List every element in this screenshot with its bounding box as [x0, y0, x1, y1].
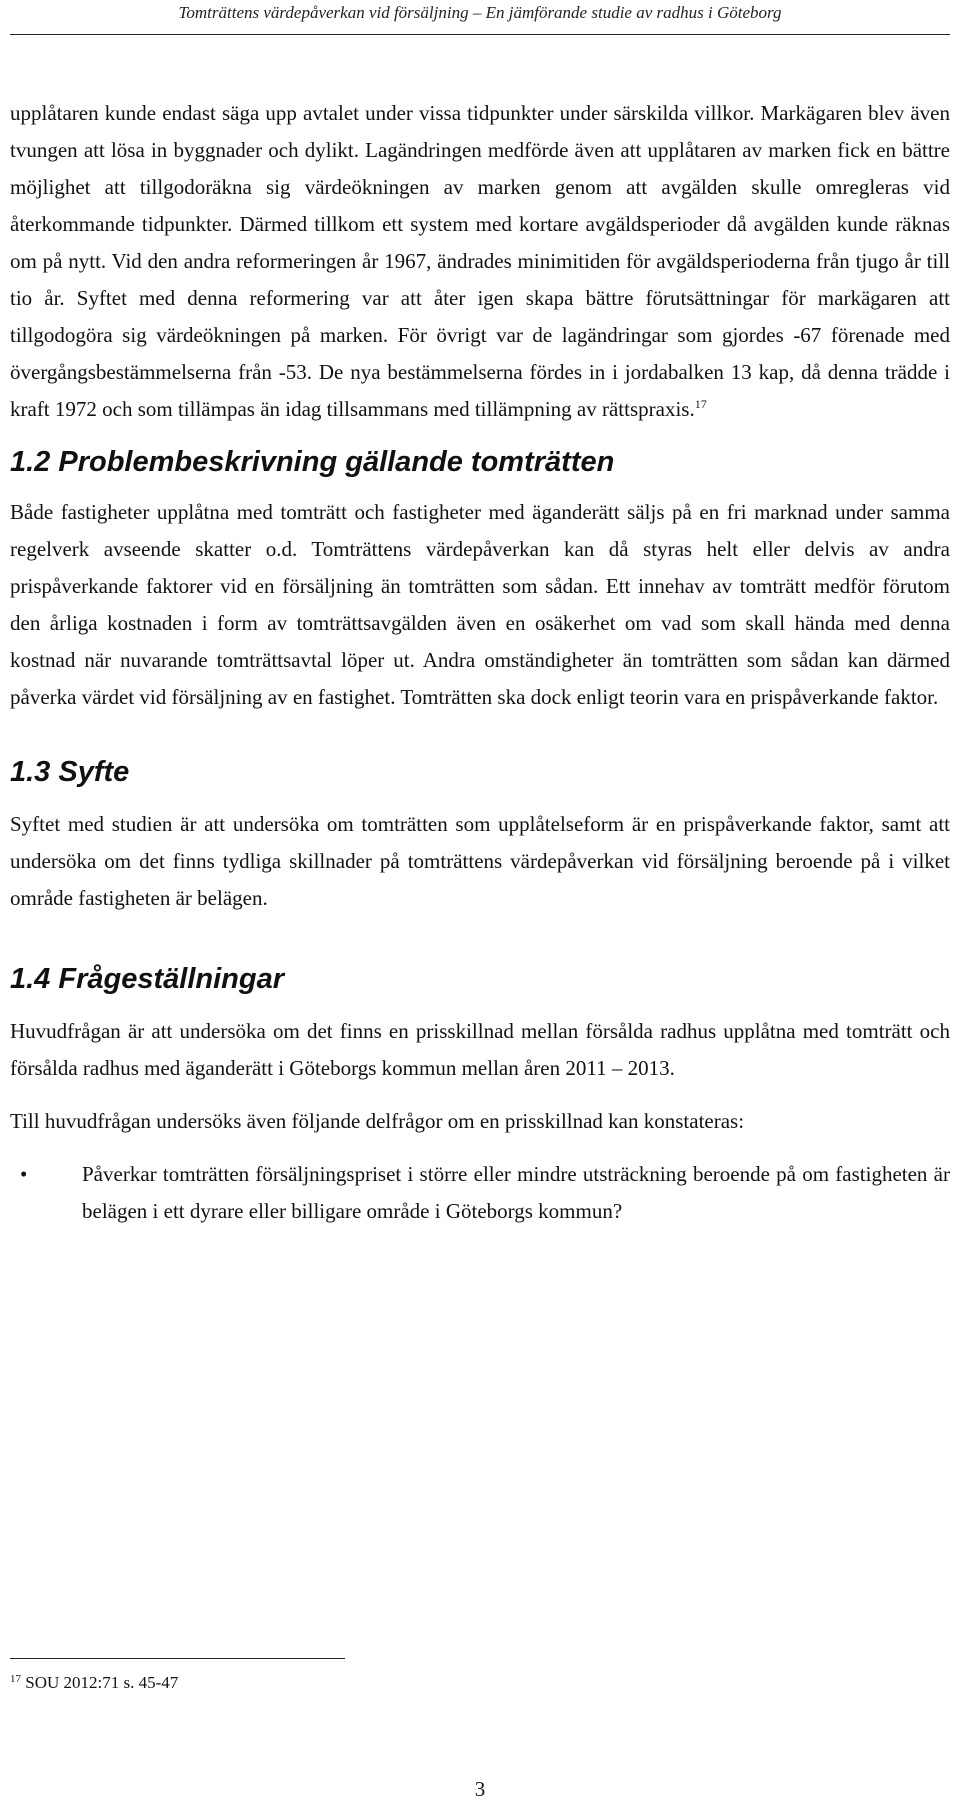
bullet-icon: • [20, 1162, 28, 1186]
section-heading-syfte: 1.3 Syfte [10, 756, 130, 788]
list-item-text: Påverkar tomträtten försäljningspriset i större eller mindre utsträckning beroende på om fastigheten är belägen i ett dyrare eller billigare område i Göteborgs kommun? [82, 1162, 950, 1223]
section-heading-problembeskrivning: 1.2 Problembeskrivning gällande tomträtten [10, 446, 615, 478]
footnote [10, 1672, 178, 1694]
running-header: Tomträttens värdepåverkan vid försäljning – En jämförande studie av radhus i Göteborg [178, 3, 782, 22]
syfte-paragraph: Syftet med studien är att undersöka om tomträtten som upplåtelseform är en prispåverkande faktor, samt att undersöka om det finns tydliga skillnader på tomträttens värdepåverkan vid försäljning beroende på i vilket område fastigheten är belägen. [10, 812, 950, 910]
footnote-number: 17 [10, 1673, 21, 1685]
footnote-reference[interactable]: 17 [694, 397, 707, 411]
list-item [10, 1156, 950, 1230]
continuation-text: upplåtaren kunde endast säga upp avtalet under vissa tidpunkter under särskilda villkor. Markägaren blev även tvungen att lösa in byggnader och dylikt. Lagändringen medförde även att upplåtaren av marken fick en bättre möjlighet att tillgodoräkna sig värdeökningen av marken genom att avgälden skulle omregleras vid återkommande tidpunkter. Därmed tillkom ett system med kortare avgäldsperioder då avgälden kunde räknas om på nytt. Vid den andra reformeringen år 1967, ändrades minimitiden för avgäldsperioderna från tjugo år till tio år. Syftet med denna reformering var att åter igen skapa bättre förutsättningar för markägaren att tillgodogöra sig värdeökningen på marken. För övrigt var de lagändringar som gjordes -67 förenade med övergångsbestämmelserna från -53. De nya bestämmelserna fördes in i jordabalken 13 kap, då denna trädde i kraft 1972 och som tillämpas än idag tillsammans med tillämpning av rättspraxis. [10, 101, 950, 421]
section-heading-fragestallningar: 1.4 Frågeställningar [10, 963, 284, 995]
fragestallningar-paragraph-sub: Till huvudfrågan undersöks även följande delfrågor om en prisskillnad kan konstateras: [10, 1109, 745, 1133]
continuation-paragraph [10, 95, 950, 428]
header-divider [10, 34, 950, 35]
fragestallningar-paragraph-main: Huvudfrågan är att undersöka om det finns en prisskillnad mellan försålda radhus upplåtna med tomträtt och försålda radhus med äganderätt i Göteborgs kommun mellan åren 2011 – 2013. [10, 1019, 950, 1080]
page-body [10, 95, 950, 1230]
footnote-text: SOU 2012:71 s. 45-47 [25, 1673, 179, 1692]
problembeskrivning-paragraph: Både fastigheter upplåtna med tomträtt och fastigheter med äganderätt säljs på en fri marknad under samma regelverk avseende skatter o.d. Tomträttens värdepåverkan kan då styras helt eller delvis av andra prispåverkande faktorer vid en försäljning än tomträtten som sådan. Ett innehav av tomträtt medför förutom den årliga kostnaden i form av tomträttsavgälden även en osäkerhet om vad som skall hända med denna kostnad när nuvarande tomträttsavtal löper ut. Andra omständigheter än tomträtten som sådan kan därmed påverka värdet vid försäljning av en fastighet. Tomträtten ska dock enligt teorin vara en prispåverkande faktor. [10, 500, 950, 709]
footnote-divider [10, 1658, 345, 1659]
page-number: 3 [474, 1777, 486, 1801]
